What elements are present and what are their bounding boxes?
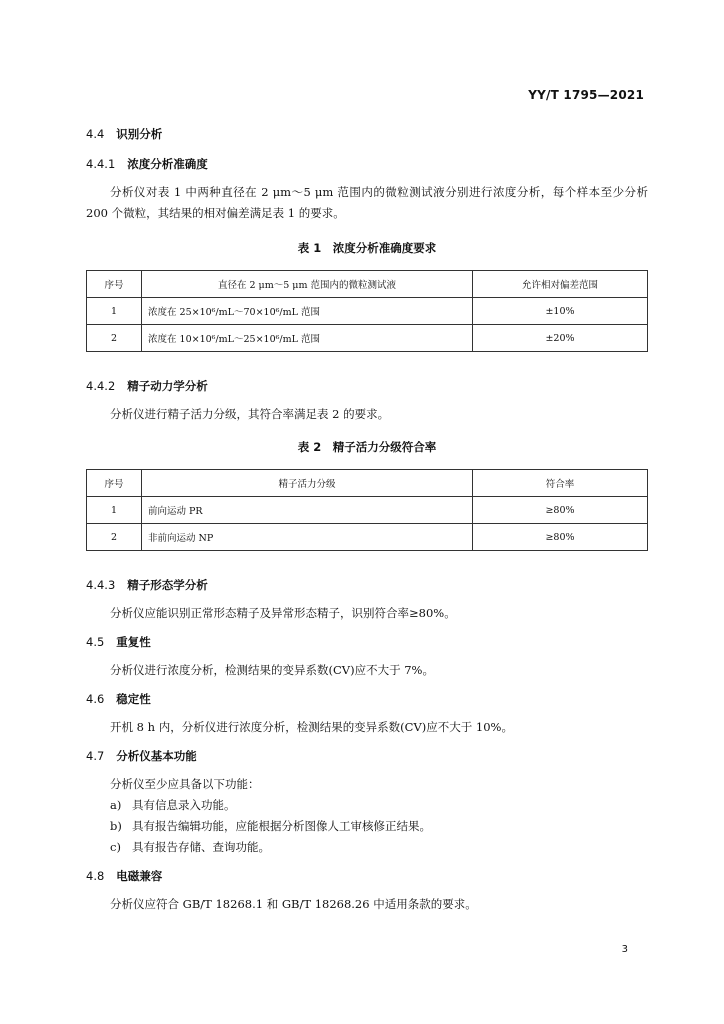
list-item-text: 具有报告编辑功能，应能根据分析图像人工审核修正结果。	[132, 819, 431, 833]
table-header-cell: 序号	[87, 470, 142, 497]
table-header-row	[87, 271, 648, 298]
table-row	[87, 524, 648, 551]
table-header-cell: 符合率	[473, 470, 648, 497]
table-row	[87, 325, 648, 352]
section-title: 精子动力学分析	[127, 379, 208, 393]
table-1	[86, 270, 648, 352]
table-cell: 非前向运动 NP	[142, 524, 473, 551]
list-item-text: 具有报告存储、查询功能。	[132, 840, 270, 854]
section-4-4-3-heading	[86, 575, 648, 595]
section-4-7-heading	[86, 746, 648, 766]
table-cell: 1	[87, 298, 142, 325]
table-cell: 1	[87, 497, 142, 524]
table-header-cell: 精子活力分级	[142, 470, 473, 497]
table-header-row	[87, 470, 648, 497]
table-cell: 浓度在 10×10⁶/mL～25×10⁶/mL 范围	[142, 325, 473, 352]
section-title: 精子形态学分析	[127, 578, 208, 592]
table-cell: 前向运动 PR	[142, 497, 473, 524]
section-title: 稳定性	[116, 692, 151, 706]
section-4-4-3-text: 分析仪应能识别正常形态精子及异常形态精子，识别符合率≥80%。	[110, 606, 456, 620]
section-4-8-text: 分析仪应符合 GB/T 18268.1 和 GB/T 18268.26 中适用条款的要求。	[110, 897, 477, 911]
table-1-title: 表 1 浓度分析准确度要求	[297, 241, 437, 255]
list-item-text: 具有信息录入功能。	[132, 798, 236, 812]
section-4-8-heading	[86, 866, 648, 886]
section-4-6-heading	[86, 689, 648, 709]
section-number: 4.8	[86, 869, 105, 883]
section-title: 重复性	[116, 635, 151, 649]
list-item	[86, 795, 648, 816]
section-4-4-2-heading	[86, 376, 648, 396]
list-item	[86, 816, 648, 837]
table-header-cell: 直径在 2 μm～5 μm 范围内的微粒测试液	[142, 271, 473, 298]
section-4-4-1-text: 分析仪对表 1 中两种直径在 2 μm～5 μm 范围内的微粒测试液分别进行浓度分析，每个样本至少分析 200 个微粒，其结果的相对偏差满足表 1 的要求。	[86, 185, 648, 220]
table-2	[86, 469, 648, 551]
section-4-6-text: 开机 8 h 内，分析仪进行浓度分析，检测结果的变异系数(CV)应不大于 10%。	[110, 720, 513, 734]
table-row	[87, 497, 648, 524]
section-4-7-text: 分析仪至少应具备以下功能：	[110, 777, 260, 791]
section-title: 电磁兼容	[116, 869, 163, 883]
list-marker: c)	[110, 840, 121, 854]
section-4-5-text: 分析仪进行浓度分析，检测结果的变异系数(CV)应不大于 7%。	[110, 663, 434, 677]
document-body	[86, 124, 648, 915]
table-cell: ±20%	[473, 325, 648, 352]
section-title: 浓度分析准确度	[127, 157, 208, 171]
table-cell: ±10%	[473, 298, 648, 325]
section-title: 分析仪基本功能	[116, 749, 197, 763]
list-item	[86, 837, 648, 858]
standard-code: YY/T 1795—2021	[528, 88, 644, 102]
table-cell: 2	[87, 325, 142, 352]
page-number: 3	[621, 944, 628, 955]
table-header-cell: 允许相对偏差范围	[473, 271, 648, 298]
section-4-4-1-heading	[86, 154, 648, 174]
section-title: 识别分析	[116, 127, 163, 141]
table-cell: ≥80%	[473, 497, 648, 524]
section-number: 4.7	[86, 749, 105, 763]
table-2-title: 表 2 精子活力分级符合率	[297, 440, 437, 454]
list-marker: b)	[110, 819, 122, 833]
section-number: 4.4.2	[86, 379, 116, 393]
table-cell: 2	[87, 524, 142, 551]
section-number: 4.4.1	[86, 157, 116, 171]
section-4-4-heading	[86, 124, 648, 144]
section-number: 4.4.3	[86, 578, 116, 592]
table-cell: 浓度在 25×10⁶/mL～70×10⁶/mL 范围	[142, 298, 473, 325]
section-number: 4.4	[86, 127, 105, 141]
section-4-5-heading	[86, 632, 648, 652]
table-row	[87, 298, 648, 325]
list-marker: a)	[110, 798, 122, 812]
table-header-cell: 序号	[87, 271, 142, 298]
table-cell: ≥80%	[473, 524, 648, 551]
section-number: 4.5	[86, 635, 105, 649]
section-4-4-2-text: 分析仪进行精子活力分级，其符合率满足表 2 的要求。	[110, 407, 390, 421]
section-number: 4.6	[86, 692, 105, 706]
